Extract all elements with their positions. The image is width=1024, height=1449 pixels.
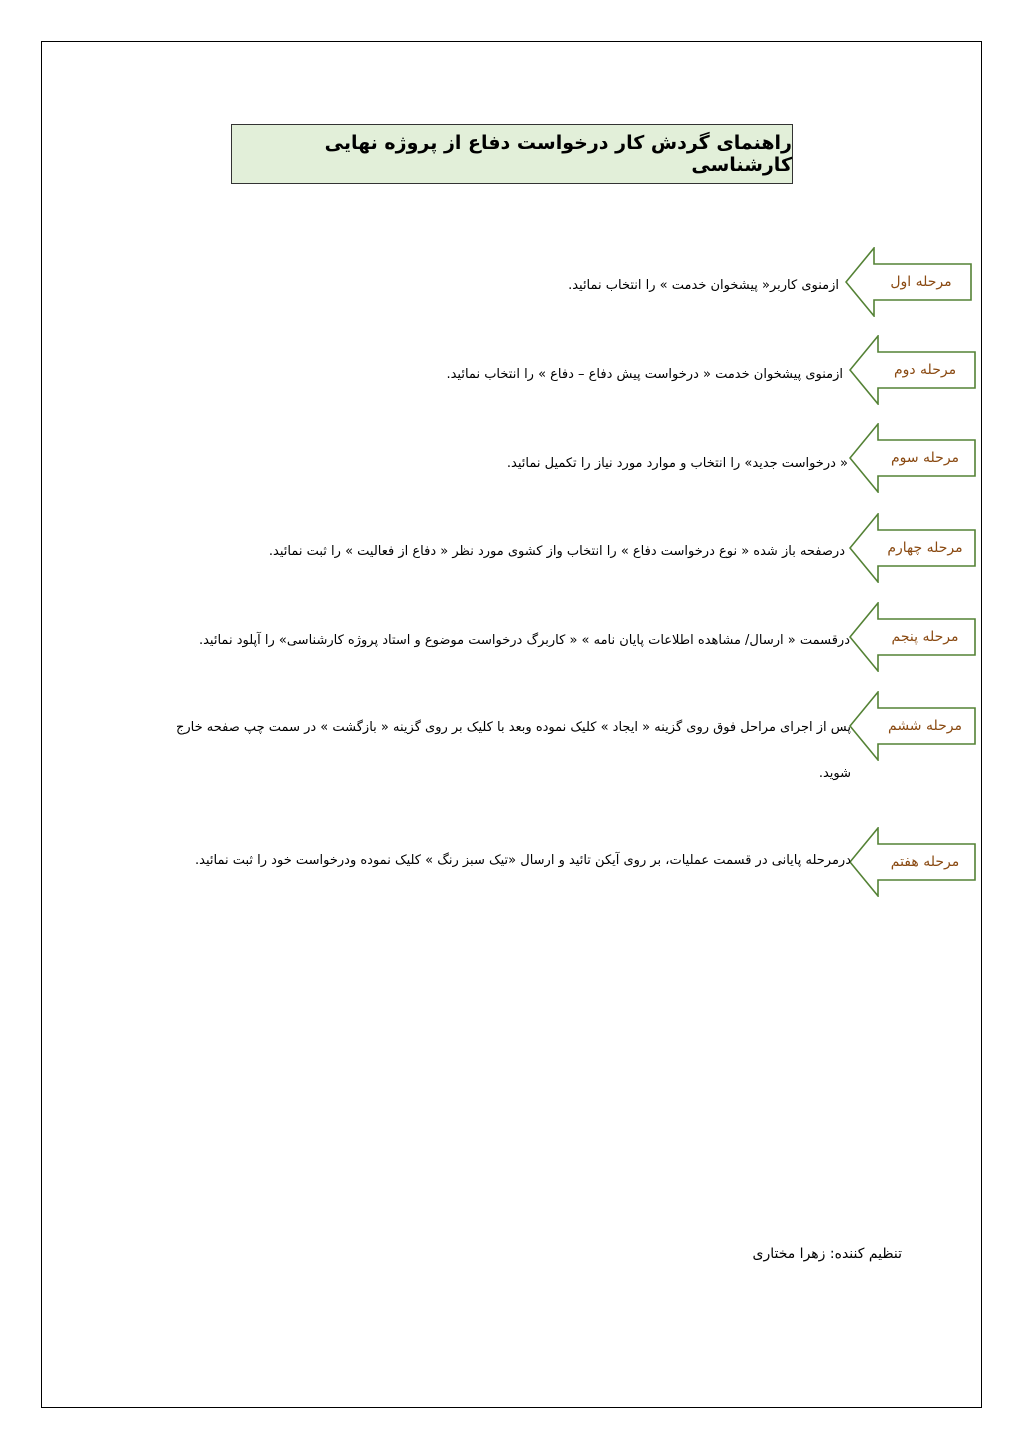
step-7-arrow <box>849 827 977 897</box>
step-5-text: درقسمت « ارسال/ مشاهده اطلاعات پایان نامه » « کاربرگ درخواست موضوع و استاد پروژه کارشناسی» را آپلود نمائید. <box>198 633 850 648</box>
step-7-text: درمرحله پایانی در قسمت عملیات، بر روی آیکن تائید و ارسال «تیک سبز رنگ » کلیک نموده ودرخواست خود را ثبت نمائید. <box>195 853 851 868</box>
step-1-arrow <box>845 247 973 317</box>
step-4-text: درصفحه باز شده « نوع درخواست دفاع » را انتخاب واز کشوی مورد نظر « دفاع از فعالیت » را ثبت نمائید. <box>268 544 845 559</box>
title-box <box>231 124 793 184</box>
step-3-text: « درخواست جدید» را انتخاب و موارد مورد نیاز را تکمیل نمائید. <box>506 456 848 471</box>
step-4-label: مرحله چهارم <box>887 540 963 556</box>
step-1-label: مرحله اول <box>890 274 952 290</box>
step-5-label: مرحله پنجم <box>891 629 959 645</box>
step-4-arrow <box>849 513 977 583</box>
author-credit: تنظیم کننده: زهرا مختاری <box>752 1246 902 1262</box>
page-title: راهنمای گردش کار درخواست دفاع از پروژه نهایی کارشناسی <box>324 132 792 176</box>
step-3-label: مرحله سوم <box>890 450 960 466</box>
step-2-label: مرحله دوم <box>893 362 957 378</box>
step-6-arrow <box>849 691 977 761</box>
step-6-text: پس از اجرای مراحل فوق روی گزینه « ایجاد » کلیک نموده وبعد با کلیک بر روی گزینه « بازگشت » در سمت چپ صفحه خارج شوید. <box>175 720 851 781</box>
step-5-arrow <box>849 602 977 672</box>
step-1-text: ازمنوی کاربر« پیشخوان خدمت » را انتخاب نمائید. <box>568 278 839 293</box>
step-3-arrow <box>849 423 977 493</box>
step-2-arrow <box>849 335 977 405</box>
step-6-label: مرحله ششم <box>888 718 963 734</box>
step-2-text: ازمنوی پیشخوان خدمت « درخواست پیش دفاع – دفاع » را انتخاب نمائید. <box>446 367 843 382</box>
step-7-label: مرحله هفتم <box>890 854 960 870</box>
